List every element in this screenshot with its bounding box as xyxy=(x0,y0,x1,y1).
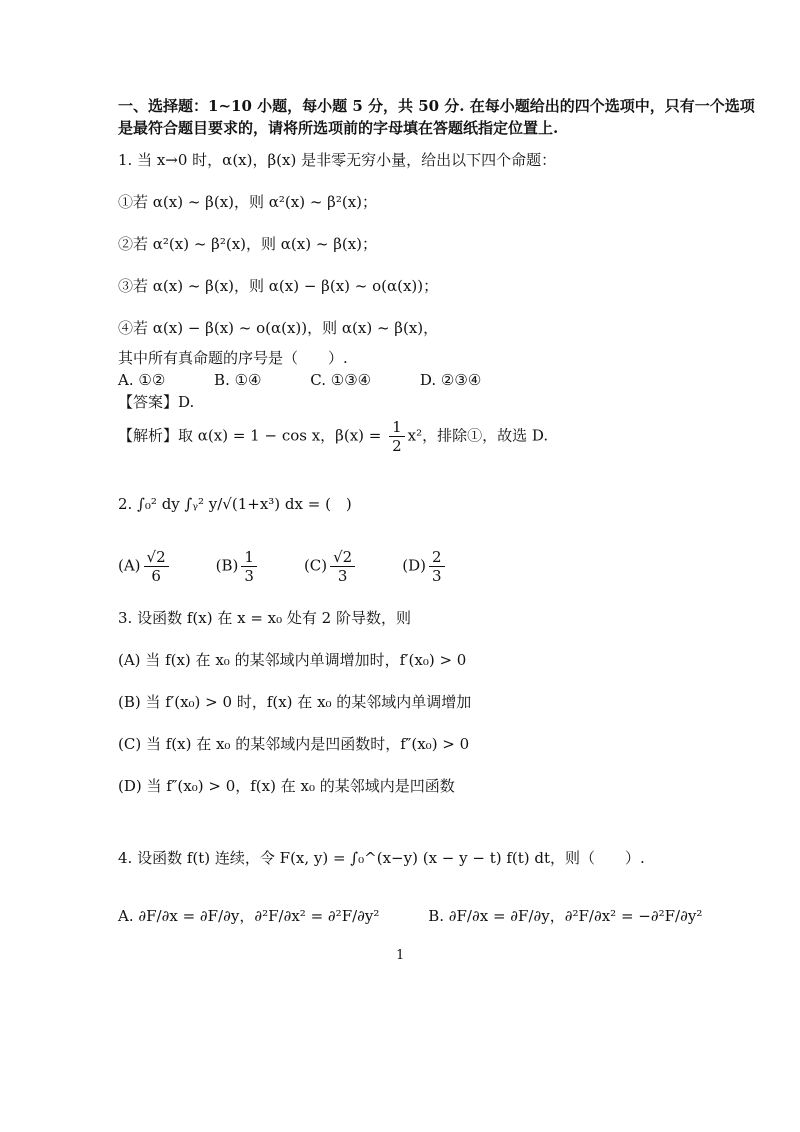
q3-option-d: (D) 当 f″(x₀) > 0，f(x) 在 x₀ 的某邻域内是凹函数 xyxy=(118,777,455,795)
q3-option-c: (C) 当 f(x) 在 x₀ 的某邻域内是凹函数时，f″(x₀) > 0 xyxy=(118,735,470,753)
q4-option-a: A. ∂F/∂x = ∂F/∂y，∂²F/∂x² = ∂²F/∂y² xyxy=(118,907,380,925)
q1-analysis xyxy=(118,418,548,455)
page-number: 1 xyxy=(396,948,405,963)
q2-option-b-den: 3 xyxy=(244,567,254,585)
q1-option-c: C. ①③④ xyxy=(310,371,372,389)
q2-option-a xyxy=(118,548,172,585)
q1-proposition-1: ①若 α(x) ~ β(x)，则 α²(x) ~ β²(x)； xyxy=(118,193,378,211)
q2-option-b-label: (B) xyxy=(215,556,239,575)
q2-option-a-den: 6 xyxy=(151,567,161,585)
q4-option-b: B. ∂F/∂x = ∂F/∂y，∂²F/∂x² = −∂²F/∂y² xyxy=(428,907,703,925)
q1-analysis-frac-num: 1 xyxy=(389,418,405,437)
q1-proposition-4: ④若 α(x) − β(x) ~ o(α(x))，则 α(x) ~ β(x)， xyxy=(118,319,439,337)
q1-options xyxy=(118,370,525,390)
q2-option-c-fraction xyxy=(330,548,355,585)
q2-option-d-den: 3 xyxy=(431,567,442,585)
section-header-line2: 是最符合题目要求的，请将所选项前的字母填在答题纸指定位置上. xyxy=(118,119,559,137)
q2-option-c xyxy=(304,548,358,585)
q1-analysis-prefix: 【解析】取 α(x) = 1 − cos x，β(x) = xyxy=(118,426,387,445)
q3-stem: 3. 设函数 f(x) 在 x = x₀ 处有 2 阶导数，则 xyxy=(118,609,411,627)
q1-option-d: D. ②③④ xyxy=(419,371,482,389)
q2-option-b xyxy=(216,548,260,585)
q2-option-a-num: √2 xyxy=(144,548,169,567)
q1-option-b: B. ①④ xyxy=(214,371,262,389)
q1-question: 其中所有真命题的序号是（ ）. xyxy=(118,349,348,367)
q4-stem: 4. 设函数 f(t) 连续，令 F(x, y) = ∫₀^(x−y) (x − y − t) f(t) dt，则（ ）. xyxy=(118,849,645,867)
q3-option-b: (B) 当 f′(x₀) > 0 时，f(x) 在 x₀ 的某邻域内单调增加 xyxy=(118,693,472,711)
q2-option-d-label: (D) xyxy=(402,556,426,575)
q1-option-a: A. ①② xyxy=(118,371,166,389)
q1-stem: 1. 当 x→0 时，α(x)，β(x) 是非零无穷小量，给出以下四个命题： xyxy=(118,151,557,169)
q2-option-a-fraction xyxy=(144,548,169,585)
q2-stem: 2. ∫₀² dy ∫ᵧ² y/√(1+x³) dx = ( ) xyxy=(118,495,352,513)
q2-option-d-num: 2 xyxy=(429,548,445,567)
q1-analysis-suffix: x²，排除①，故选 D. xyxy=(407,426,549,445)
q3-option-a: (A) 当 f(x) 在 x₀ 的某邻域内单调增加时，f′(x₀) > 0 xyxy=(118,651,467,669)
q1-proposition-3: ③若 α(x) ~ β(x)，则 α(x) − β(x) ~ o(α(x))； xyxy=(118,277,439,295)
q2-option-c-label: (C) xyxy=(303,556,328,575)
q2-options xyxy=(118,548,492,585)
q1-analysis-fraction xyxy=(389,418,405,455)
q2-option-c-den: 3 xyxy=(337,567,348,585)
q1-proposition-2: ②若 α²(x) ~ β²(x)，则 α(x) ~ β(x)； xyxy=(118,235,378,253)
q2-option-d-fraction xyxy=(429,548,445,585)
q2-option-c-num: √2 xyxy=(330,548,355,567)
q2-option-b-num: 1 xyxy=(241,548,257,567)
q4-options xyxy=(118,906,746,926)
q2-option-d xyxy=(402,548,447,585)
q2-option-a-label: (A) xyxy=(118,556,141,575)
section-header-line1: 一、选择题：1~10 小题，每小题 5 分，共 50 分. 在每小题给出的四个选项中，只有一个选项 xyxy=(118,97,755,115)
q2-option-b-fraction xyxy=(241,548,257,585)
q1-answer: 【答案】D. xyxy=(118,393,195,411)
q1-analysis-frac-den: 2 xyxy=(392,437,402,455)
